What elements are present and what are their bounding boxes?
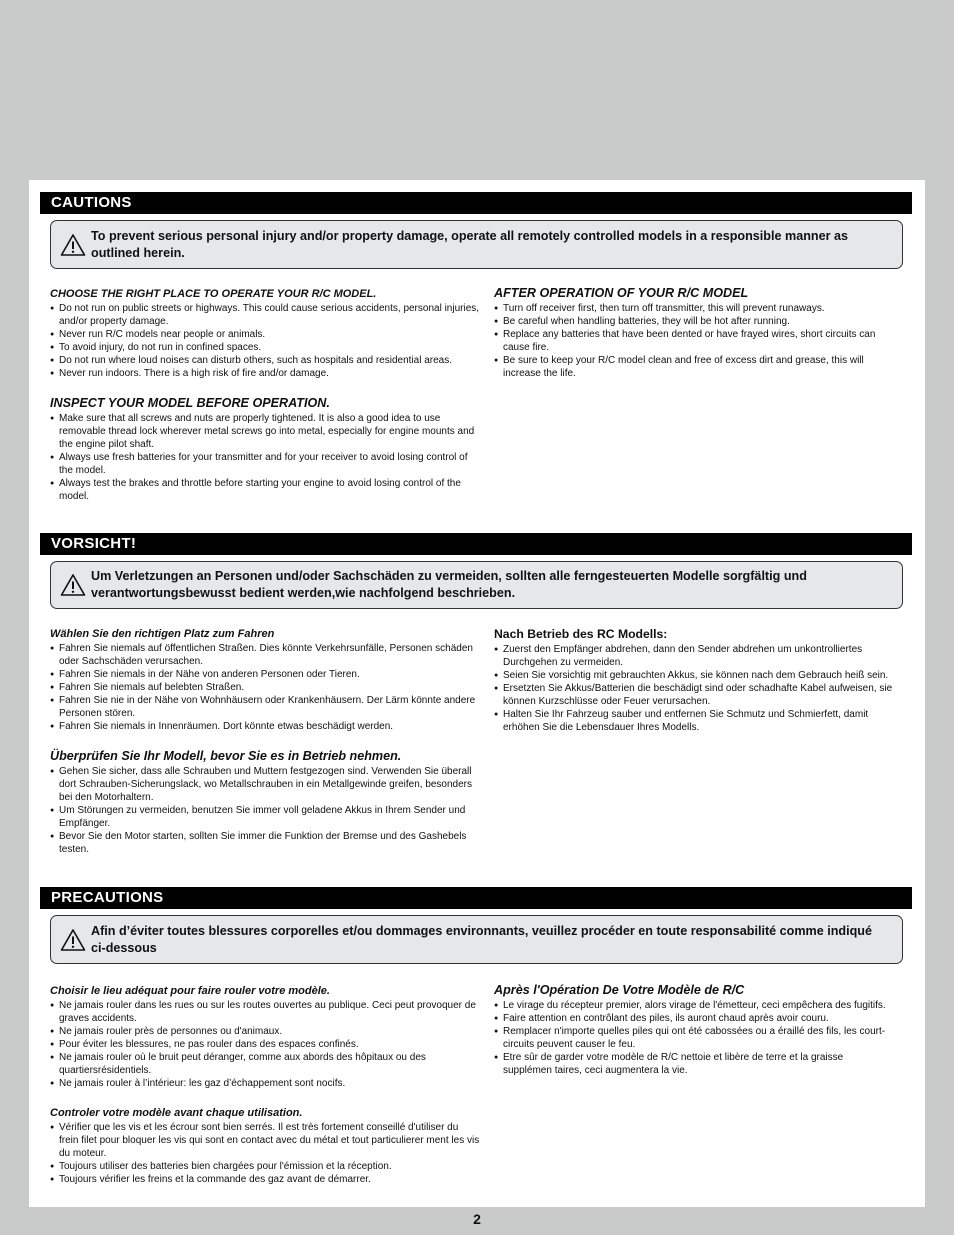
list-item: ● Toujours utiliser des batteries bien chargées pour l'émission et la réception.	[50, 1160, 480, 1173]
list-item: ● Always test the brakes and throttle before starting your engine to avoid losing control of the model.	[50, 477, 480, 503]
list-item: ● Seien Sie vorsichtig mit gebrauchten Akkus, sie können nach dem Gebrauch heiß sein.	[494, 669, 899, 682]
warning-triangle-icon	[60, 573, 86, 597]
list-item: ● Remplacer n'importe quelles piles qui ont été cabossées ou a éraillé des fils, les court-circuits peuvent causer le feu.	[494, 1025, 894, 1051]
subheading: AFTER OPERATION OF YOUR R/C MODEL	[494, 286, 749, 300]
column-right	[494, 628, 899, 751]
manual-page	[29, 180, 925, 1207]
section-inspect	[50, 1107, 480, 1186]
subheading: INSPECT YOUR MODEL BEFORE OPERATION.	[50, 396, 330, 410]
section-inspect	[50, 397, 480, 503]
subheading: Überprüfen Sie Ihr Modell, bevor Sie es in Betrieb nehmen.	[50, 749, 402, 763]
column-left	[50, 288, 480, 520]
list-item: ● Do not run on public streets or highways. This could cause serious accidents, personal injuries, and/or property damage.	[50, 302, 480, 328]
subheading: Après l'Opération De Votre Modèle de R/C	[494, 983, 745, 997]
list-item: ● To avoid injury, do not run in confined spaces.	[50, 341, 480, 354]
section-after-operation	[494, 628, 899, 734]
list-item: ● Zuerst den Empfänger abdrehen, dann den Sender abdrehen um unkontrolliertes Durchgehen zu vermeiden.	[494, 643, 899, 669]
list-item: ● Ne jamais rouler dans les rues ou sur les routes ouvertes au publique. Ceci peut provoquer de graves accidents.	[50, 999, 480, 1025]
section-after-operation	[494, 287, 894, 380]
list-item: ● Always use fresh batteries for your transmitter and for your receiver to avoid losing control of the model.	[50, 451, 480, 477]
section-inspect	[50, 750, 480, 856]
list-item: ● Faire attention en contrôlant des piles, ils auront chaud après avoir couru.	[494, 1012, 894, 1025]
list-item: ● Pour éviter les blessures, ne pas rouler dans des espaces confinés.	[50, 1038, 480, 1051]
list-item: ● Fahren Sie niemals in Innenräumen. Dort könnte etwas beschädigt werden.	[50, 720, 480, 733]
list-item: ● Never run R/C models near people or animals.	[50, 328, 480, 341]
warning-triangle-icon	[60, 928, 86, 952]
list-item: ● Ne jamais rouler à l’intérieur: les gaz d’échappement sont nocifs.	[50, 1077, 480, 1090]
section-title-vorsicht: VORSICHT!	[40, 533, 912, 555]
section-after-operation	[494, 984, 894, 1077]
list-item: ● Ersetzten Sie Akkus/Batterien die beschädigt sind oder schadhafte Kabel aufweisen, sie können Kurzschlüsse oder Feuer verursachen.	[494, 682, 899, 708]
list-item: ● Etre sûr de garder votre modèle de R/C nettoie et libère de terre et la graisse supplémen taires, ceci augmentera la vie.	[494, 1051, 894, 1077]
list-item: ● Be careful when handling batteries, they will be hot after running.	[494, 315, 894, 328]
section-where-to-run	[50, 288, 480, 380]
subheading: Nach Betrieb des RC Modells:	[494, 627, 668, 641]
list-item: ● Be sure to keep your R/C model clean and free of excess dirt and grease, this will increase the life.	[494, 354, 894, 380]
list-item: ● Make sure that all screws and nuts are properly tightened. It is also a good idea to use removable thread lock wherever metal screws go into metal, especially for engine mounts and the engine pilot shaft.	[50, 412, 480, 451]
list-item: ● Fahren Sie niemals auf öffentlichen Straßen. Dies könnte Verkehrsunfälle, Personen schäden oder Sachschäden verursachen.	[50, 642, 480, 668]
section-title-cautions: CAUTIONS	[40, 192, 912, 214]
subheading: Wählen Sie den richtigen Platz zum Fahren	[50, 628, 275, 640]
section-where-to-run	[50, 628, 480, 733]
subheading: Choisir le lieu adéquat pour faire rouler votre modèle.	[50, 985, 330, 997]
warning-triangle-icon	[60, 233, 86, 257]
list-item: ● Um Störungen zu vermeiden, benutzen Sie immer voll geladene Akkus in Ihrem Sender und Empfänger.	[50, 804, 480, 830]
warning-box-precautions	[50, 915, 903, 964]
list-item: ● Bevor Sie den Motor starten, sollten Sie immer die Funktion der Bremse und des Gashebels testen.	[50, 830, 480, 856]
list-item: ● Vérifier que les vis et les écrour sont bien serrés. Il est très fortement conseillé d'utiliser du frein filet pour bloquer les vis qui sont en contact avec du métal et tout particulierer ment les vis du moteur.	[50, 1121, 480, 1160]
column-right	[494, 984, 894, 1094]
warning-text: Um Verletzungen an Personen und/oder Sachschäden zu vermeiden, sollten alle ferngesteuerten Modelle sorgfältig und verantwortungsbewusst bedient werden,wie nachfolgend beschrieben.	[91, 569, 807, 600]
section-where-to-run	[50, 985, 480, 1090]
column-left	[50, 985, 480, 1203]
list-item: ● Ne jamais rouler où le bruit peut déranger, comme aux abords des hôpitaux ou des quartiersrésidentiels.	[50, 1051, 480, 1077]
list-item: ● Do not run where loud noises can disturb others, such as hospitals and residential areas.	[50, 354, 480, 367]
list-item: ● Gehen Sie sicher, dass alle Schrauben und Muttern festgezogen sind. Verwenden Sie überall dort Schrauben-Sicherungslack, wo Metallschrauben in ein Metallgewinde greifen, besonders bei den Motorhaltern.	[50, 765, 480, 804]
page-number: 2	[473, 1211, 481, 1227]
list-item: ● Never run indoors. There is a high risk of fire and/or damage.	[50, 367, 480, 380]
column-right	[494, 287, 894, 397]
warning-box-cautions	[50, 220, 903, 269]
warning-text: Afin d’éviter toutes blessures corporelles et/ou dommages environnants, veuillez procéder en toute responsabilité comme indiqué ci-dessous	[91, 923, 873, 955]
list-item: ● Toujours vérifier les freins et la commande des gaz avant de démarrer.	[50, 1173, 480, 1186]
list-item: ● Halten Sie Ihr Fahrzeug sauber und entfernen Sie Schmutz und Schmierfett, damit erhöhen Sie die Lebensdauer Ihres Modells.	[494, 708, 899, 734]
list-item: ● Replace any batteries that have been dented or have frayed wires, short circuits can cause fire.	[494, 328, 894, 354]
subheading: CHOOSE THE RIGHT PLACE TO OPERATE YOUR R/C MODEL.	[50, 288, 377, 300]
subheading: Controler votre modèle avant chaque utilisation.	[50, 1107, 303, 1119]
column-left	[50, 628, 480, 873]
list-item: ● Ne jamais rouler près de personnes ou d'animaux.	[50, 1025, 480, 1038]
section-title-precautions: PRECAUTIONS	[40, 887, 912, 909]
list-item: ● Turn off receiver first, then turn off transmitter, this will prevent runaways.	[494, 302, 894, 315]
warning-text: To prevent serious personal injury and/or property damage, operate all remotely controlled models in a responsible manner as outlined herein.	[91, 228, 848, 260]
warning-box-vorsicht	[50, 561, 903, 609]
list-item: ● Fahren Sie niemals auf belebten Straßen.	[50, 681, 480, 694]
list-item: ● Le virage du récepteur premier, alors virage de l'émetteur, ceci empêchera des fugitifs.	[494, 999, 894, 1012]
list-item: ● Fahren Sie nie in der Nähe von Wohnhäusern oder Krankenhäusern. Der Lärm könnte andere Personen stören.	[50, 694, 480, 720]
list-item: ● Fahren Sie niemals in der Nähe von anderen Personen oder Tieren.	[50, 668, 480, 681]
